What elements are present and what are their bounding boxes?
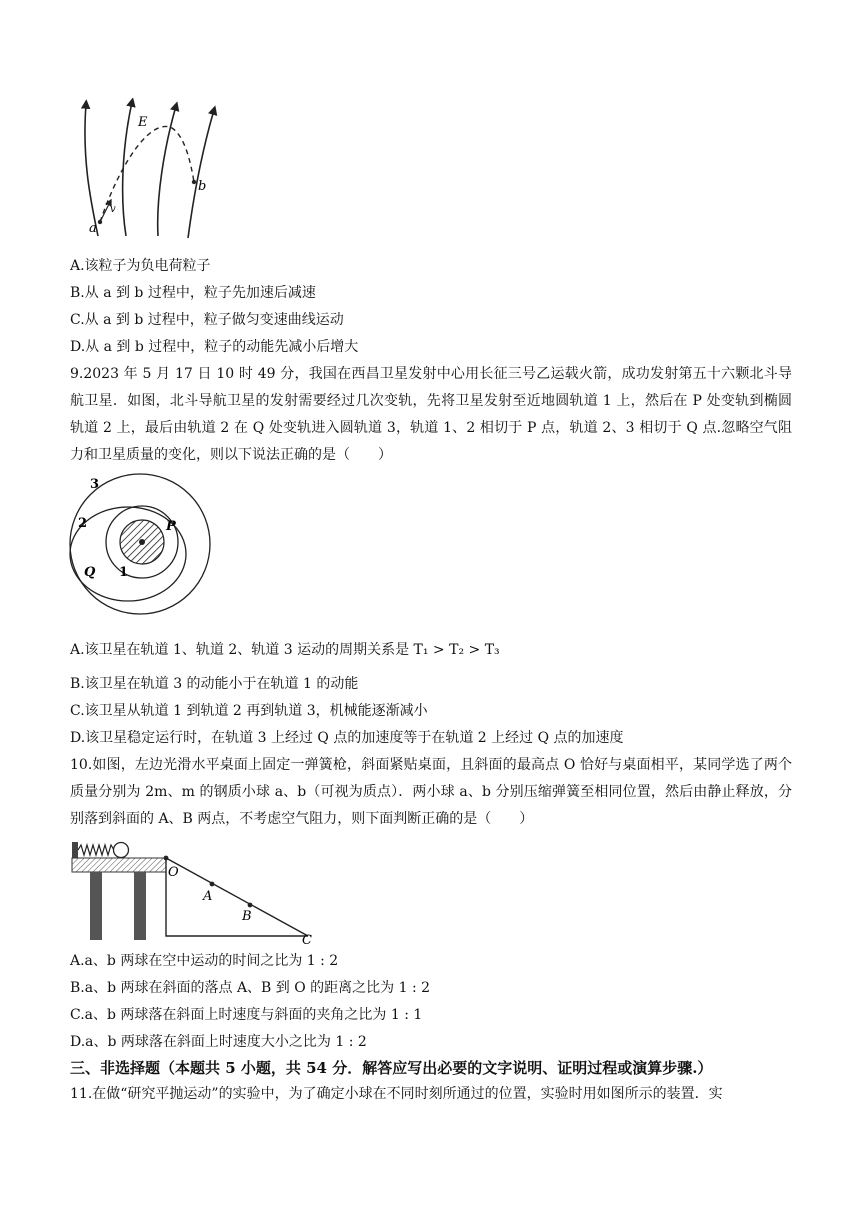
table-leg-right	[134, 872, 146, 940]
orbits-figure	[64, 472, 214, 620]
q10-stem: 10.如图，左边光滑水平桌面上固定一弹簧枪，斜面紧贴桌面，且斜面的最高点 O 恰好与桌面相平，某同学选了两个质量分别为 2m、m 的钢质小球 a、b（可视为质点）．两小球 a、b 分别压缩弹簧至相同位置，然后由静止释放，分别落到斜面的 A、B 两点，不考虑空气阻力，则下面判断正确的是（ ）	[70, 757, 792, 827]
spring-gun-base	[72, 842, 78, 858]
q10-option-d: D.a、b 两球落在斜面上时速度大小之比为 1 : 2	[70, 1034, 367, 1050]
label-b: b	[198, 179, 207, 194]
q8-option-b: B.从 a 到 b 过程中，粒子先加速后减速	[70, 285, 316, 301]
label-orbit-3: 3	[90, 477, 100, 492]
q8-option-d: D.从 a 到 b 过程中，粒子的动能先减小后增大	[70, 339, 359, 355]
label-C: C	[302, 933, 312, 946]
field-line-1	[85, 104, 98, 236]
label-v: v	[110, 204, 116, 215]
label-B: B	[242, 909, 252, 924]
q8-option-a: A.该粒子为负电荷粒子	[70, 258, 211, 274]
q8-option-c: C.从 a 到 b 过程中，粒子做匀变速曲线运动	[70, 312, 344, 328]
label-a: a	[89, 221, 97, 236]
field-lines-figure	[72, 98, 222, 240]
q9-option-a: A.该卫星在轨道 1、轨道 2、轨道 3 运动的周期关系是 T₁ > T₂ > T₃	[70, 642, 500, 658]
field-line-2	[123, 102, 132, 236]
label-O: O	[168, 865, 179, 880]
q9-option-c: C.该卫星从轨道 1 到轨道 2 再到轨道 3，机械能逐渐减小	[70, 703, 428, 719]
q9-option-b: B.该卫星在轨道 3 的动能小于在轨道 1 的动能	[70, 676, 359, 692]
label-P: P	[166, 519, 176, 534]
spring	[78, 845, 114, 855]
q10-option-a: A.a、b 两球在空中运动的时间之比为 1 : 2	[70, 953, 339, 969]
label-E: E	[138, 115, 148, 130]
ball	[114, 843, 129, 858]
q9-stem: 9.2023 年 5 月 17 日 10 时 49 分，我国在西昌卫星发射中心用长征三号乙运载火箭，成功发射第五十六颗北斗导航卫星．如图，北斗导航卫星的发射需要经过几次变轨，先将卫星发射至近地圆轨道 1 上，然后在 P 处变轨到椭圆轨道 2 上，最后由轨道 2 在 Q 处变轨进入圆轨道 3，轨道 1、2 相切于 P 点，轨道 2、3 相切于 Q 点.忽略空气阻力和卫星质量的变化，则以下说法正确的是（ ）	[70, 366, 792, 463]
label-orbit-2: 2	[78, 516, 88, 531]
table-incline-figure	[70, 838, 320, 946]
label-orbit-1: 1	[119, 565, 129, 580]
field-line-3	[158, 106, 176, 236]
table-top	[72, 858, 166, 872]
label-A: A	[203, 889, 213, 904]
velocity-arrow	[100, 202, 110, 222]
field-line-4	[188, 110, 214, 238]
table-leg-left	[90, 872, 102, 940]
q10-option-b: B.a、b 两球在斜面的落点 A、B 到 O 的距离之比为 1 : 2	[70, 980, 431, 996]
q11-stem: 11.在做“研究平抛运动”的实验中，为了确定小球在不同时刻所通过的位置，实验时用如图所示的装置．实	[70, 1086, 723, 1102]
label-Q: Q	[84, 565, 96, 580]
q10-option-c: C.a、b 两球落在斜面上时速度与斜面的夹角之比为 1 : 1	[70, 1007, 423, 1023]
q9-option-d: D.该卫星稳定运行时，在轨道 3 上经过 Q 点的加速度等于在轨道 2 上经过 Q 点的加速度	[70, 730, 624, 746]
section3-heading: 三、非选择题（本题共 5 小题，共 54 分．解答应写出必要的文字说明、证明过程或演算步骤.）	[70, 1059, 713, 1077]
incline	[166, 858, 308, 936]
